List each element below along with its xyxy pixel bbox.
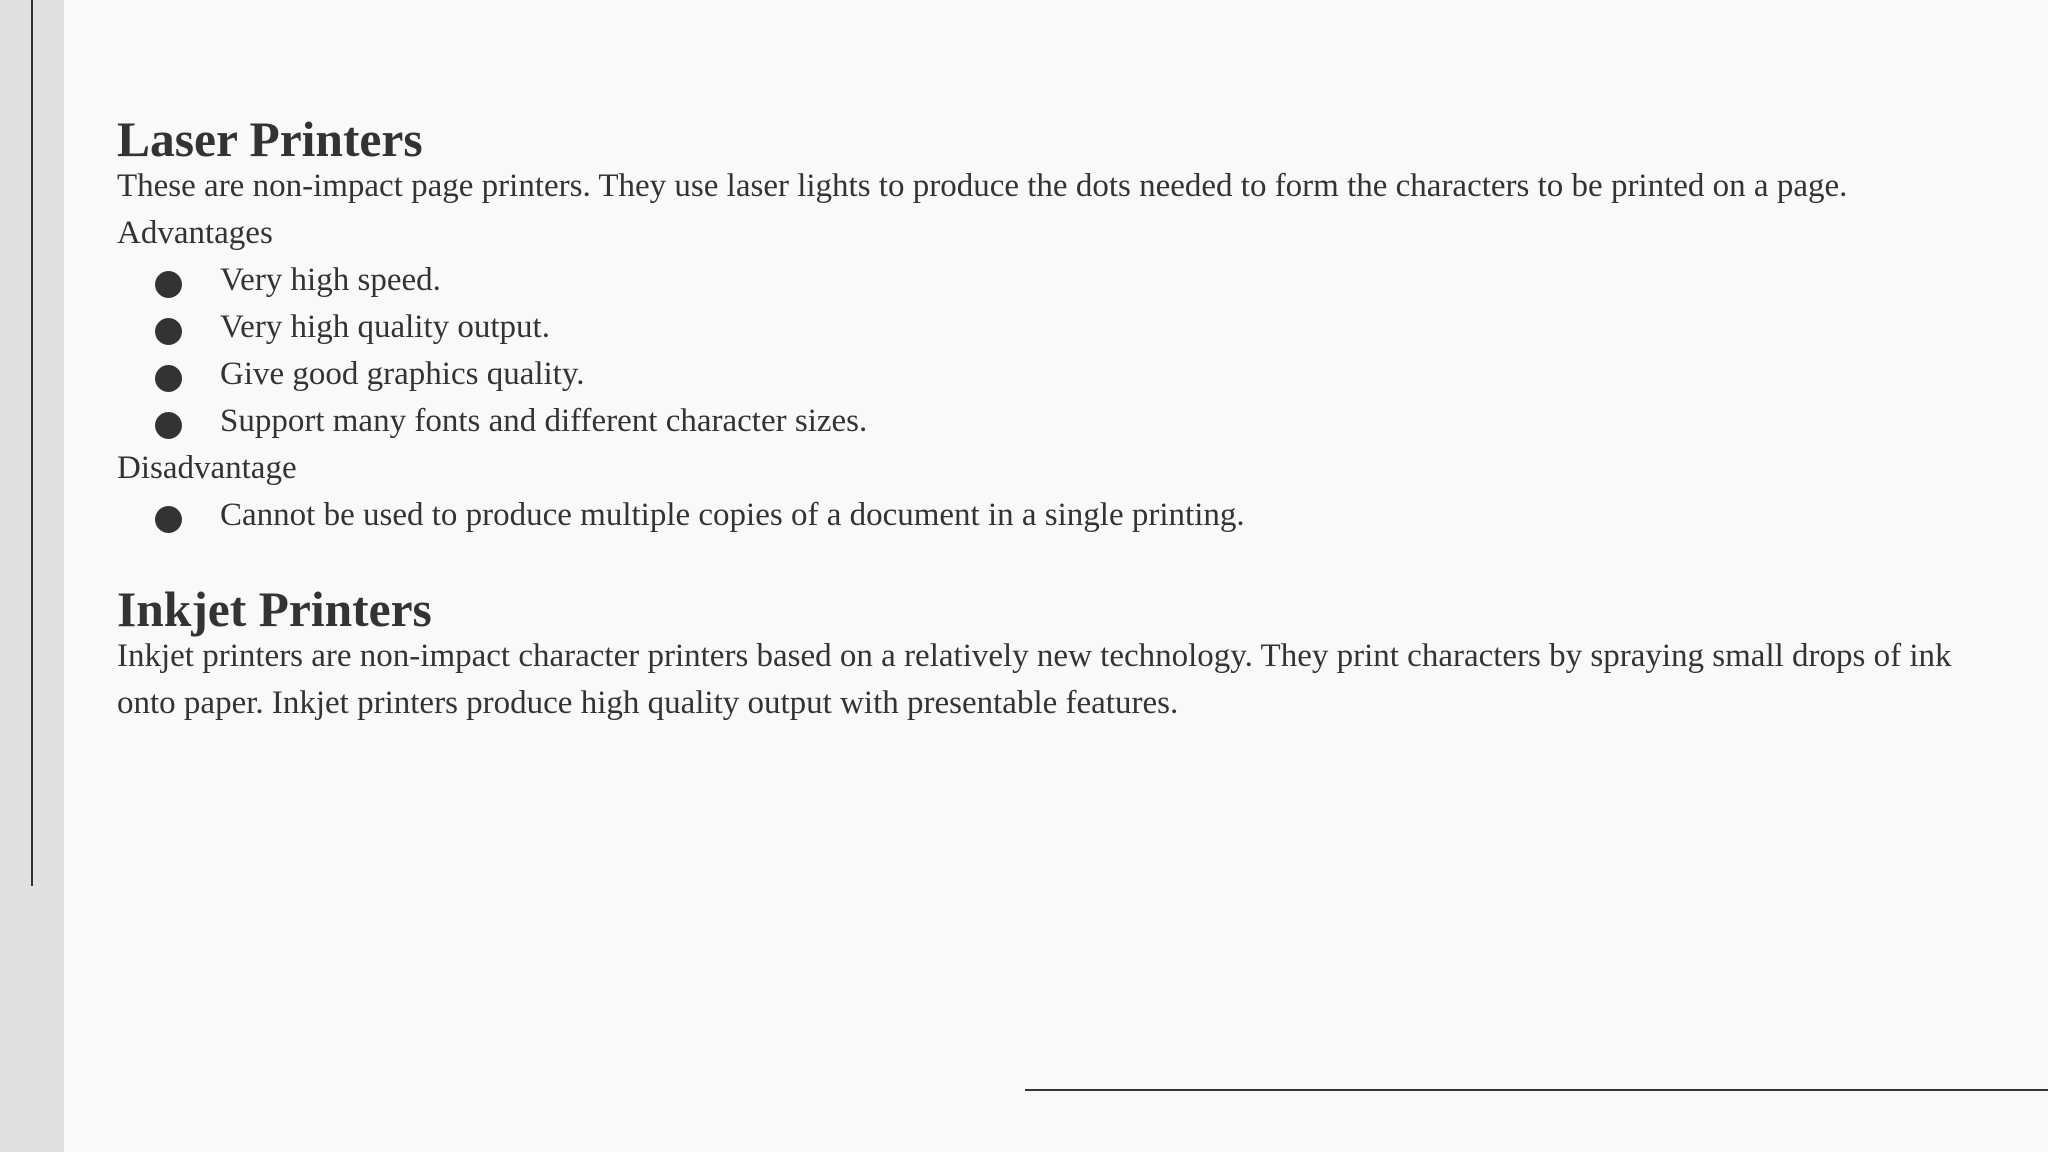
advantage-text: Very high speed. — [220, 262, 441, 298]
disadvantage-label: Disadvantage — [117, 450, 297, 486]
document-body — [117, 112, 1997, 727]
bullet-icon — [155, 506, 182, 533]
list-item — [117, 351, 1997, 398]
advantage-text: Very high quality output. — [220, 309, 550, 345]
advantages-label: Advantages — [117, 215, 273, 251]
bullet-icon — [155, 365, 182, 392]
inkjet-printers-heading: Inkjet Printers — [117, 582, 432, 637]
left-vertical-rule — [31, 0, 33, 886]
bullet-icon — [155, 412, 182, 439]
bullet-icon — [155, 271, 182, 298]
laser-printers-description: These are non-impact page printers. They use laser lights to produce the dots needed to form the characters to be printed on a page. — [117, 168, 1848, 204]
inkjet-printers-description: Inkjet printers are non-impact character printers based on a relatively new technology. They print characters by spraying small drops of ink onto paper. Inkjet printers produce high quality output with presentable features. — [117, 638, 1952, 721]
list-item — [117, 257, 1997, 304]
list-item — [117, 492, 1997, 539]
laser-printers-heading: Laser Printers — [117, 112, 423, 167]
advantage-text: Support many fonts and different character sizes. — [220, 403, 868, 439]
disadvantage-text: Cannot be used to produce multiple copies of a document in a single printing. — [220, 497, 1245, 533]
disadvantages-list — [117, 492, 1997, 539]
list-item — [117, 398, 1997, 445]
advantages-list — [117, 257, 1997, 445]
advantage-text: Give good graphics quality. — [220, 356, 585, 392]
section-spacer — [117, 539, 1997, 586]
bullet-icon — [155, 318, 182, 345]
list-item — [117, 304, 1997, 351]
bottom-horizontal-rule — [1025, 1089, 2048, 1091]
